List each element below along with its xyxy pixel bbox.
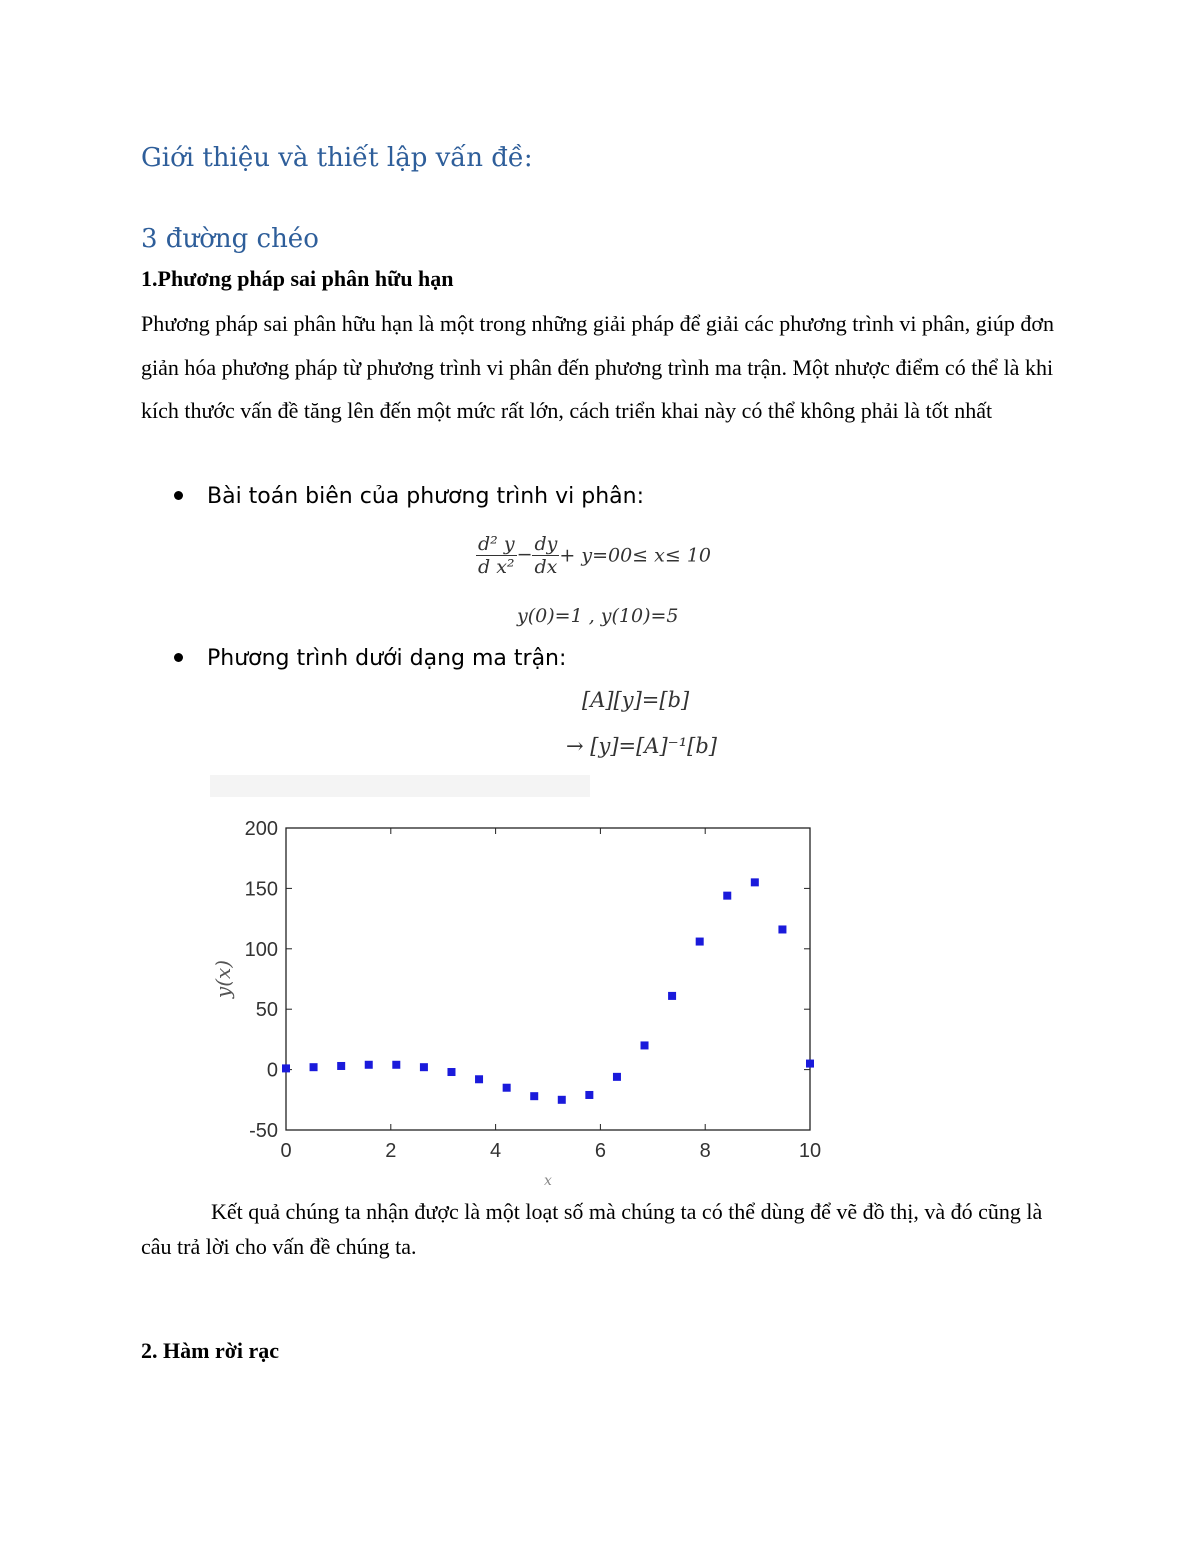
x-tick-label: 6 [594,1140,606,1162]
x-tick-label: 2 [385,1140,397,1162]
data-point [613,1073,621,1081]
equation-solution: → [y]=[A]⁻¹[b] [566,734,717,758]
data-point [641,1041,649,1049]
bullet-text: Bài toán biên của phương trình vi phân: [207,484,644,509]
scatter-chart [210,775,830,1185]
section1-paragraph: Phương pháp sai phân hữu hạn là một trong những giải pháp để giải các phương trình vi phân, giúp đơn giản hóa phương pháp từ phương trình vi phân đến phương trình ma trận. Một nhược điểm có thể là khi kích thước vấn đề tăng lên đến một mức rất lớn, cách triển khai này có thể không phải là tốt nhất [141,311,1054,423]
section2-title: 2. Hàm rời rạc [141,1338,280,1363]
y-axis-label: y(x) [211,959,235,999]
chart-svg [210,775,830,1185]
data-point [696,938,704,946]
result-paragraph: Kết quả chúng ta nhận được là một loạt số mà chúng ta có thể dùng để vẽ đồ thị, và đó cũng là câu trả lời cho vấn đề chúng ta. [141,1199,1043,1259]
y-tick-label: 150 [244,878,278,901]
data-point [558,1096,566,1104]
bullet-boundary-problem [174,484,644,509]
data-point [310,1063,318,1071]
y-tick-label: 50 [255,999,278,1022]
heading-intro: Giới thiệu và thiết lập vấn đề: [141,143,533,173]
y-tick-label: 100 [244,938,278,961]
y-tick-label: -50 [249,1120,278,1142]
bullet-dot-icon [174,491,183,500]
bullet-matrix-form [174,646,566,671]
chart-top-strip [210,775,590,797]
data-point [420,1063,428,1071]
data-point [503,1084,511,1092]
data-point [447,1068,455,1076]
data-point [806,1060,814,1068]
data-point [365,1061,373,1069]
data-point [475,1075,483,1083]
data-point [723,892,731,900]
fraction-dy-dx: $\frac{dy}{dx}$ [534,533,558,578]
data-point [751,878,759,886]
plot-area [286,828,810,1130]
x-tick-label: 0 [280,1140,292,1162]
x-tick-label: 4 [490,1140,502,1162]
section1-title: 1.Phương pháp sai phân hữu hạn [141,266,454,291]
x-tick-label: 8 [699,1140,711,1162]
equation-ode: $\frac{\text{d² y}}{\text{d x²}}$ − $\frac{dy}{dx}$ + y=00≤ x≤ 10 [478,533,711,578]
bullet-text: Phương trình dưới dạng ma trận: [207,646,567,671]
x-tick-label: 10 [798,1140,822,1162]
fraction-d2y-dx2: $\frac{\text{d² y}}{\text{d x²}}$ [478,533,515,578]
bullet-dot-icon [174,653,183,662]
data-point [282,1064,290,1072]
y-tick-label: 200 [244,818,278,840]
equation-matrix: [A][y]=[b] [582,688,690,712]
data-point [530,1092,538,1100]
y-tick-label: 0 [266,1059,278,1082]
data-point [585,1091,593,1099]
equation-boundary-conditions: y(0)=1 , y(10)=5 [517,605,679,627]
data-point [392,1061,400,1069]
x-axis-label: x [544,1173,552,1185]
data-point [337,1062,345,1070]
heading-tridiagonal: 3 đường chéo [141,224,319,254]
data-point [668,992,676,1000]
data-point [778,925,786,933]
